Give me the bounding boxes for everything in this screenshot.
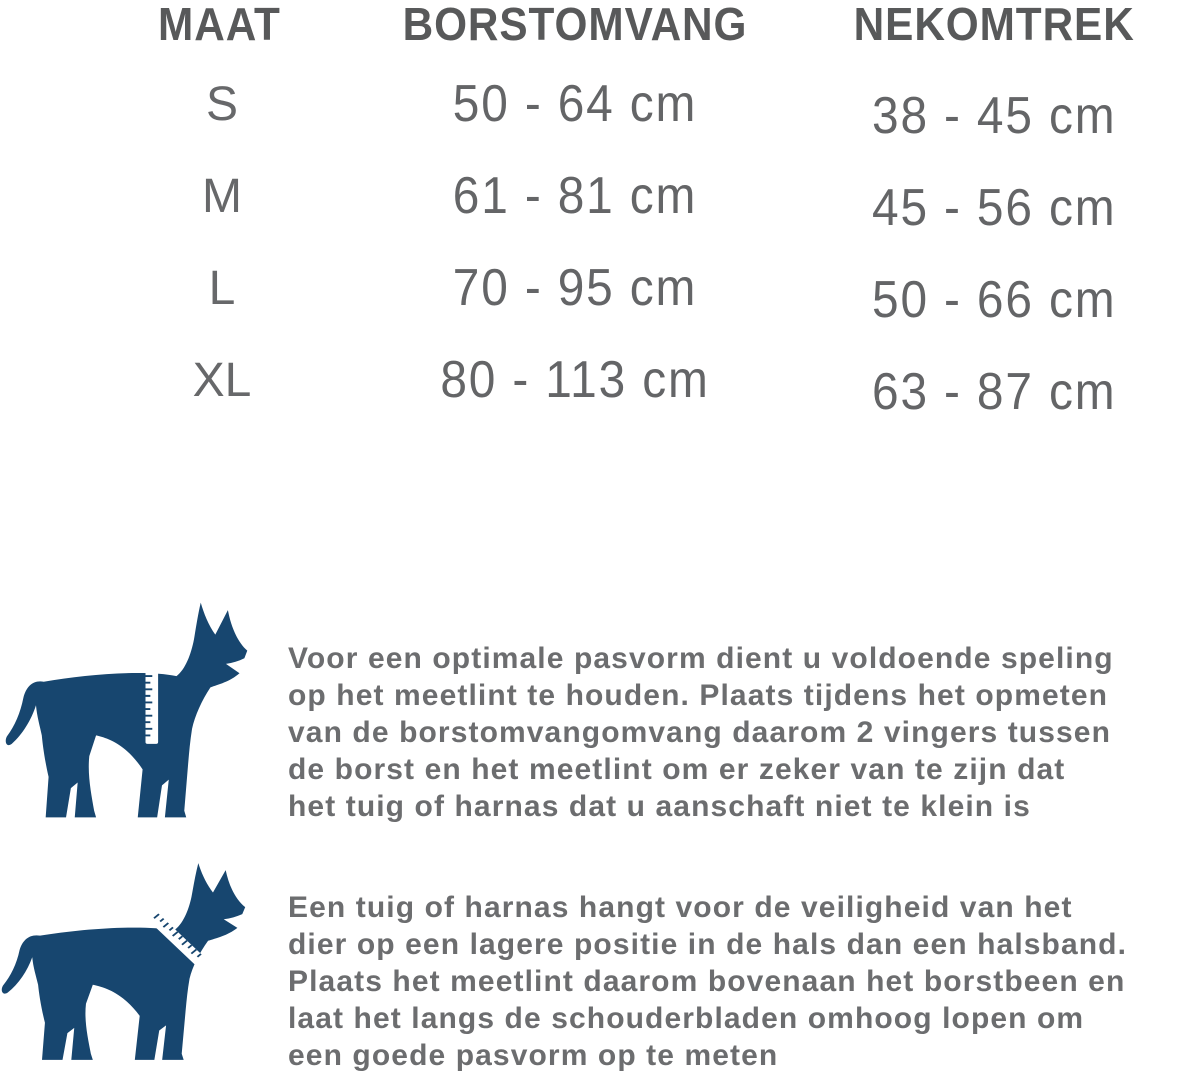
tape-band <box>146 670 159 743</box>
neck-measuring-instructions <box>288 889 1200 1074</box>
column-header-nekomtrek: NEKOMTREK <box>853 0 1135 50</box>
instruction-line: Een tuig of harnas hangt voor de veiligheid van het <box>288 891 1073 924</box>
instruction-line: laat het langs de schouderbladen omhoog lopen om <box>288 1002 1085 1035</box>
size-row-s <box>0 58 1200 150</box>
instruction-line: een goede pasvorm op te meten <box>288 1039 779 1072</box>
size-row-m <box>0 150 1200 242</box>
size-label: L <box>208 261 236 315</box>
instruction-line: dier op een lagere positie in de hals dan een halsband. <box>288 928 1128 961</box>
size-row-xl <box>0 334 1200 426</box>
neck-range: 45 - 56 cm <box>871 179 1117 237</box>
instruction-line: het tuig of harnas dat u aanschaft niet te klein is <box>288 790 1031 823</box>
column-header-maat: MAAT <box>158 0 281 50</box>
chest-range: 70 - 95 cm <box>452 259 698 317</box>
chest-range: 61 - 81 cm <box>452 167 698 225</box>
dog-silhouette <box>2 863 245 1060</box>
size-row-l <box>0 242 1200 334</box>
instruction-line: van de borstomvangomvang daarom 2 vingers tussen <box>288 716 1112 749</box>
size-table <box>0 0 1200 426</box>
size-label: XL <box>192 353 252 407</box>
chest-measuring-tape <box>146 670 159 743</box>
dog-neck-measuring-tape-icon <box>0 858 254 1065</box>
chest-range: 50 - 64 cm <box>452 75 698 133</box>
neck-range: 38 - 45 cm <box>871 87 1117 145</box>
neck-range: 50 - 66 cm <box>871 271 1117 329</box>
size-table-header-row <box>0 0 1200 58</box>
instruction-line: Plaats het meetlint daarom bovenaan het borstbeen en <box>288 965 1126 998</box>
size-label: M <box>202 169 242 223</box>
instruction-line: op het meetlint te houden. Plaats tijdens het opmeten <box>288 679 1109 712</box>
size-label: S <box>205 77 238 131</box>
chest-measuring-instructions <box>288 640 1200 825</box>
dog-silhouette <box>6 603 248 818</box>
column-header-borstomvang: BORSTOMVANG <box>402 0 748 50</box>
instruction-line: Voor een optimale pasvorm dient u voldoende speling <box>288 642 1114 675</box>
neck-range: 63 - 87 cm <box>871 363 1117 421</box>
dog-chest-measuring-tape-icon <box>4 597 256 823</box>
chest-range: 80 - 113 cm <box>440 351 710 409</box>
instruction-line: de borst en het meetlint om er zeker van te zijn dat <box>288 753 1066 786</box>
